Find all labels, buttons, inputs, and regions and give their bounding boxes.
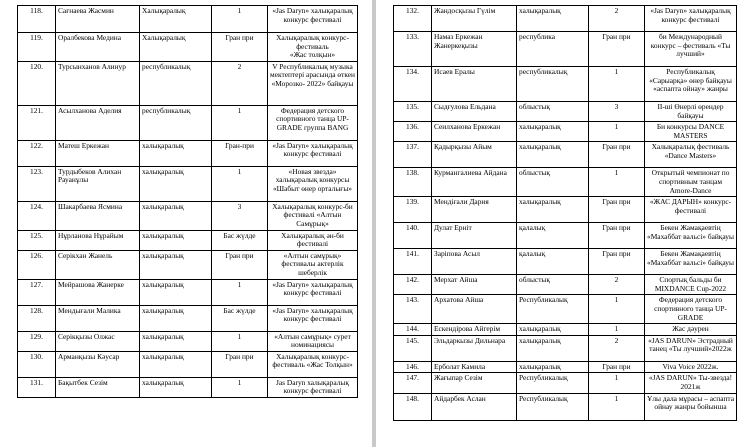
row-number-cell: 133. xyxy=(394,32,432,67)
event-name-cell: Халықаралық ән-би фестивалі xyxy=(268,230,358,250)
competition-level-cell: қалалық xyxy=(517,223,589,249)
row-number-cell: 124. xyxy=(18,201,56,230)
award-place-cell: Гран при xyxy=(589,361,645,373)
award-place-cell: Гран при xyxy=(589,249,645,275)
event-name-cell: Би конкурсы DANCE MASTERS xyxy=(645,122,737,142)
award-place-cell: Бас жүлде xyxy=(212,305,268,331)
participant-name-cell: Эльдаркызы Дильнара xyxy=(432,335,517,361)
award-place-cell: 1 xyxy=(589,373,645,393)
table-row xyxy=(394,295,737,324)
table-row xyxy=(394,102,737,122)
award-place-cell: Гран при xyxy=(589,223,645,249)
table-row xyxy=(394,122,737,142)
row-number-cell: 145. xyxy=(394,335,432,361)
event-name-cell: «Алтын самұрық» фестивалы актерлік шеберлік xyxy=(268,250,358,279)
table-row xyxy=(394,275,737,295)
competition-level-cell: облыстық xyxy=(517,275,589,295)
participant-name-cell: Заріпова Асыл xyxy=(432,249,517,275)
participant-name-cell: Айдарбек Аслан xyxy=(432,393,517,420)
table-row xyxy=(18,377,358,397)
event-name-cell: Открытый чемпионат по спортивным танцам Amore-Dance xyxy=(645,168,737,197)
participant-name-cell: Қадырқызы Айым xyxy=(432,142,517,168)
table-row xyxy=(18,105,358,140)
competition-level-cell: халықаралық xyxy=(517,6,589,32)
award-place-cell: 3 xyxy=(212,201,268,230)
table-row xyxy=(18,61,358,105)
row-number-cell: 118. xyxy=(18,6,56,33)
document-page-left xyxy=(0,0,372,447)
competition-level-cell: Халықаралық xyxy=(140,6,212,33)
participant-name-cell: Серікхан Жанель xyxy=(56,250,140,279)
row-number-cell: 138. xyxy=(394,168,432,197)
row-number-cell: 142. xyxy=(394,275,432,295)
event-name-cell: Жас дәурен xyxy=(645,324,737,336)
table-row xyxy=(18,230,358,250)
award-place-cell: 1 xyxy=(589,295,645,324)
event-name-cell: II-ші Өнерлі өрендер байқауы xyxy=(645,102,737,122)
document-page-right xyxy=(376,0,750,447)
competition-level-cell: халықаралық xyxy=(140,351,212,377)
competition-level-cell: халықаралық xyxy=(140,230,212,250)
competition-level-cell: Халықаралық xyxy=(140,33,212,62)
row-number-cell: 123. xyxy=(18,166,56,201)
competition-level-cell: республикалық xyxy=(140,105,212,140)
participant-name-cell: Асылханова Аделия xyxy=(56,105,140,140)
event-name-cell: Бекен Жамақаевтің «Махаббат вальсі» байқауы xyxy=(645,249,737,275)
awards-table-left xyxy=(17,5,358,398)
participant-name-cell: Мерхат Айша xyxy=(432,275,517,295)
event-name-cell: «Jas Dаrуn» халықаралық конкурс фестивалі xyxy=(645,6,737,32)
award-place-cell: Гран при xyxy=(589,197,645,223)
competition-level-cell: республикалық xyxy=(140,61,212,105)
event-name-cell: Халықаралық конкурс-би фестивалі «Алтын Самұрық» xyxy=(268,201,358,230)
event-name-cell: «Новая звезда» халықаралық конкурсы «Шабыт өнер орталығы» xyxy=(268,166,358,201)
award-place-cell: Гран при xyxy=(212,351,268,377)
award-place-cell: Гран при xyxy=(589,32,645,67)
participant-name-cell: Жандосқызы Гүлім xyxy=(432,6,517,32)
event-name-cell: «JAS DARUN» Эстрадный танец «Ты лучший»2022ж xyxy=(645,335,737,361)
competition-level-cell: Республикалық xyxy=(517,393,589,420)
award-place-cell: 2 xyxy=(589,6,645,32)
event-name-cell: Халықаралық фестиваль «Dance Masters» xyxy=(645,142,737,168)
participant-name-cell: Дулат Ерніт xyxy=(432,223,517,249)
awards-table-right xyxy=(393,5,737,421)
table-row xyxy=(18,351,358,377)
row-number-cell: 127. xyxy=(18,279,56,305)
event-name-cell: «Jas Dаrуn» халықаралық конкурс фестивалі xyxy=(268,6,358,33)
competition-level-cell: республика xyxy=(517,32,589,67)
award-place-cell: 2 xyxy=(212,61,268,105)
row-number-cell: 139. xyxy=(394,197,432,223)
award-place-cell: 1 xyxy=(212,279,268,305)
row-number-cell: 129. xyxy=(18,331,56,351)
table-row xyxy=(394,67,737,102)
row-number-cell: 125. xyxy=(18,230,56,250)
table-row xyxy=(18,166,358,201)
participant-name-cell: Исаев Ералы xyxy=(432,67,517,102)
row-number-cell: 121. xyxy=(18,105,56,140)
table-row xyxy=(18,33,358,62)
participant-name-cell: Ерболат Камила xyxy=(432,361,517,373)
awards-table-right-body xyxy=(394,6,737,421)
table-row xyxy=(394,142,737,168)
table-row xyxy=(394,335,737,361)
award-place-cell: 2 xyxy=(589,335,645,361)
table-row xyxy=(18,331,358,351)
table-row xyxy=(18,305,358,331)
award-place-cell: Гран при xyxy=(212,33,268,62)
row-number-cell: 141. xyxy=(394,249,432,275)
event-name-cell: «Jas Dаrуn» халықаралық конкурс фестивалі xyxy=(268,140,358,166)
event-name-cell: Республикалық «Сарыарқа» өнер байқауы «аспапта ойнау» жанры xyxy=(645,67,737,102)
table-row xyxy=(394,249,737,275)
competition-level-cell: халықаралық xyxy=(140,377,212,397)
row-number-cell: 148. xyxy=(394,393,432,420)
participant-name-cell: Нұрланова Нұрайым xyxy=(56,230,140,250)
row-number-cell: 146. xyxy=(394,361,432,373)
table-row xyxy=(394,223,737,249)
row-number-cell: 147. xyxy=(394,373,432,393)
participant-name-cell: Курмангалиева Айдана xyxy=(432,168,517,197)
competition-level-cell: халықаралық xyxy=(517,361,589,373)
table-row xyxy=(394,32,737,67)
participant-name-cell: Мейрашова Жанерке xyxy=(56,279,140,305)
award-place-cell: 1 xyxy=(212,331,268,351)
participant-name-cell: Матеш Еркежан xyxy=(56,140,140,166)
event-name-cell: «Алтын самұрық» сурет номинациясы xyxy=(268,331,358,351)
event-name-cell: Viva Voice 2022ж. xyxy=(645,361,737,373)
award-place-cell: 1 xyxy=(212,166,268,201)
participant-name-cell: Сыдғулова Ельдана xyxy=(432,102,517,122)
competition-level-cell: облыстық xyxy=(517,102,589,122)
award-place-cell: 1 xyxy=(212,6,268,33)
event-name-cell: Jas Dаrуn халықаралық конкурс фестивалі xyxy=(268,377,358,397)
event-name-cell: Спортық бальды би MIXDANCE Cup-2022 xyxy=(645,275,737,295)
award-place-cell: Бас жүлде xyxy=(212,230,268,250)
award-place-cell: 1 xyxy=(589,122,645,142)
table-row xyxy=(394,393,737,420)
row-number-cell: 144. xyxy=(394,324,432,336)
row-number-cell: 136. xyxy=(394,122,432,142)
table-row xyxy=(394,361,737,373)
event-name-cell: «JAS DARUN» Ты-звезда! 2021ж xyxy=(645,373,737,393)
row-number-cell: 134. xyxy=(394,67,432,102)
competition-level-cell: қалалық xyxy=(517,249,589,275)
competition-level-cell: облыстық xyxy=(517,168,589,197)
participant-name-cell: Мендіғали Дария xyxy=(432,197,517,223)
table-row xyxy=(18,140,358,166)
participant-name-cell: Серікқызы Олжас xyxy=(56,331,140,351)
participant-name-cell: Турдыбеков Алихан Рауанұлы xyxy=(56,166,140,201)
row-number-cell: 143. xyxy=(394,295,432,324)
awards-table-left-body xyxy=(18,6,358,398)
event-name-cell: Халықаралық конкурс-фестиваль «Жас толқын» xyxy=(268,33,358,62)
competition-level-cell: халықаралық xyxy=(140,331,212,351)
participant-name-cell: Мендығали Малика xyxy=(56,305,140,331)
row-number-cell: 137. xyxy=(394,142,432,168)
competition-level-cell: халықаралық xyxy=(517,142,589,168)
table-row xyxy=(18,279,358,305)
award-place-cell: 2 xyxy=(589,275,645,295)
event-name-cell: Халықаралық конкурс-фестиваль «Жас Толқын» xyxy=(268,351,358,377)
competition-level-cell: халықаралық xyxy=(140,250,212,279)
row-number-cell: 140. xyxy=(394,223,432,249)
award-place-cell: 1 xyxy=(589,168,645,197)
row-number-cell: 119. xyxy=(18,33,56,62)
row-number-cell: 135. xyxy=(394,102,432,122)
award-place-cell: Гран-при xyxy=(212,140,268,166)
award-place-cell: 1 xyxy=(212,377,268,397)
event-name-cell: Бекен Жамақаевтің «Махаббат вальсі» байқауы xyxy=(645,223,737,249)
event-name-cell: Федерация детского спортивного танца UP-GRADE xyxy=(645,295,737,324)
competition-level-cell: халықаралық xyxy=(517,335,589,361)
competition-level-cell: халықаралық xyxy=(517,324,589,336)
competition-level-cell: халықаралық xyxy=(517,122,589,142)
competition-level-cell: халықаралық xyxy=(140,305,212,331)
event-name-cell: би Международный конкурс – фестиваль «Ты лучший» xyxy=(645,32,737,67)
event-name-cell: «Jas Dаrуn» халықаралық конкурс фестивалі xyxy=(268,305,358,331)
event-name-cell: Ұлы дала мұрасы – аспапта ойнау жанры бойынша xyxy=(645,393,737,420)
award-place-cell: 3 xyxy=(589,102,645,122)
award-place-cell: Гран при xyxy=(212,250,268,279)
event-name-cell: «Jas Dаrуn» халықаралық конкурс фестивалі xyxy=(268,279,358,305)
participant-name-cell: Жағыпар Сезім xyxy=(432,373,517,393)
row-number-cell: 131. xyxy=(18,377,56,397)
row-number-cell: 130. xyxy=(18,351,56,377)
participant-name-cell: Арманқызы Кәусар xyxy=(56,351,140,377)
row-number-cell: 120. xyxy=(18,61,56,105)
participant-name-cell: Оралбекова Медина xyxy=(56,33,140,62)
competition-level-cell: халықаралық xyxy=(140,166,212,201)
event-name-cell: Федерация детского спортивного танца UP-GRADE группа BANG xyxy=(268,105,358,140)
table-row xyxy=(18,201,358,230)
competition-level-cell: халықаралық xyxy=(517,197,589,223)
table-row xyxy=(394,168,737,197)
award-place-cell: Гран при xyxy=(589,142,645,168)
row-number-cell: 126. xyxy=(18,250,56,279)
participant-name-cell: Турсынханов Алинур xyxy=(56,61,140,105)
participant-name-cell: Сеилханова Еркежан xyxy=(432,122,517,142)
table-row xyxy=(18,6,358,33)
participant-name-cell: Сағнаева Жасмин xyxy=(56,6,140,33)
competition-level-cell: халықаралық xyxy=(140,201,212,230)
competition-level-cell: халықаралық xyxy=(140,279,212,305)
event-name-cell: «ЖАС ДАРЫН» конкурс-фестивалі xyxy=(645,197,737,223)
award-place-cell: 1 xyxy=(589,393,645,420)
participant-name-cell: Намаз Еркежан Жанеркеқызы xyxy=(432,32,517,67)
participant-name-cell: Шакарбаева Ясмина xyxy=(56,201,140,230)
row-number-cell: 132. xyxy=(394,6,432,32)
participant-name-cell: Ескендірова Айгерім xyxy=(432,324,517,336)
table-row xyxy=(394,324,737,336)
event-name-cell: V Республикалық музыка мектептері арасында өткен «Морозко- 2022» байқауы xyxy=(268,61,358,105)
row-number-cell: 122. xyxy=(18,140,56,166)
competition-level-cell: Республикалық xyxy=(517,295,589,324)
competition-level-cell: халықаралық xyxy=(140,140,212,166)
table-row xyxy=(18,250,358,279)
table-row xyxy=(394,6,737,32)
participant-name-cell: Бақытбек Сезім xyxy=(56,377,140,397)
competition-level-cell: республикалық xyxy=(517,67,589,102)
table-row xyxy=(394,197,737,223)
table-row xyxy=(394,373,737,393)
competition-level-cell: Республикалық xyxy=(517,373,589,393)
row-number-cell: 128. xyxy=(18,305,56,331)
award-place-cell: 1 xyxy=(212,105,268,140)
award-place-cell: 1 xyxy=(589,67,645,102)
award-place-cell: 1 xyxy=(589,324,645,336)
participant-name-cell: Архатова Айша xyxy=(432,295,517,324)
